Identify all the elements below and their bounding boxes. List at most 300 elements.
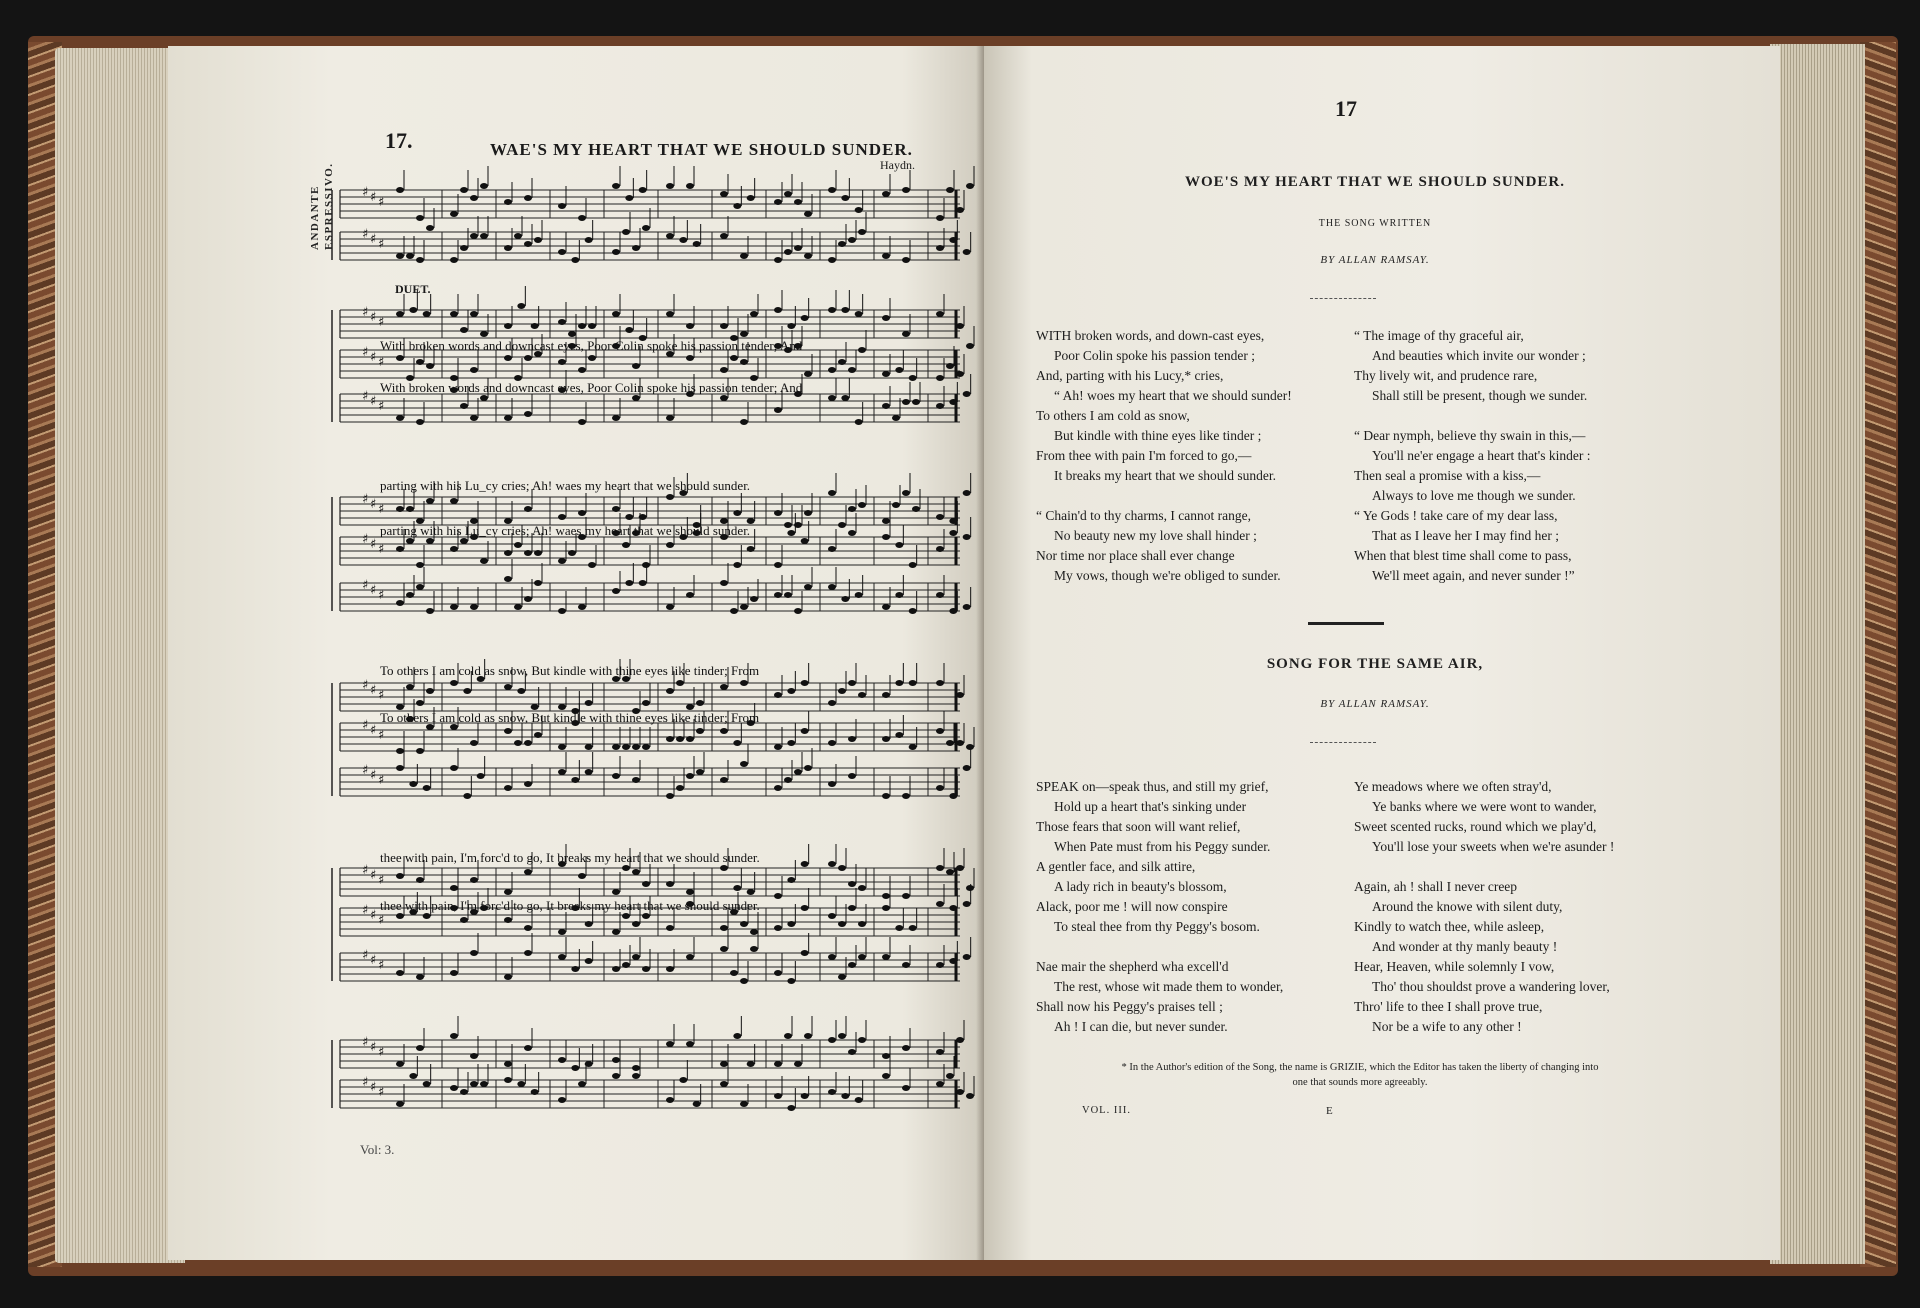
key-signature-sharp: ♯ xyxy=(378,688,385,703)
note-head xyxy=(612,773,620,779)
verse-line: A lady rich in beauty's blossom, xyxy=(1054,879,1227,894)
note-head xyxy=(639,580,647,586)
note-head xyxy=(838,241,846,247)
note-head xyxy=(406,253,414,259)
key-signature-sharp: ♯ xyxy=(362,948,369,963)
verse-line: Always to love me though we sunder. xyxy=(1372,488,1576,503)
note-head xyxy=(534,580,542,586)
note-head xyxy=(801,315,809,321)
note-head xyxy=(686,773,694,779)
note-head xyxy=(504,550,512,556)
note-head xyxy=(784,592,792,598)
note-head xyxy=(858,921,866,927)
note-head xyxy=(514,604,522,610)
note-head xyxy=(936,1081,944,1087)
note-head xyxy=(470,877,478,883)
note-head xyxy=(416,419,424,425)
key-signature-sharp: ♯ xyxy=(370,537,377,552)
note-head xyxy=(740,419,748,425)
note-head xyxy=(612,415,620,421)
note-head xyxy=(450,1033,458,1039)
note-head xyxy=(882,1073,890,1079)
note-head xyxy=(909,925,917,931)
song1-right-column xyxy=(1354,326,1591,586)
note-head xyxy=(787,323,795,329)
note-head xyxy=(642,562,650,568)
note-head xyxy=(426,498,434,504)
verse-line: Thy lively wit, and prudence rare, xyxy=(1354,368,1538,383)
note-head xyxy=(470,740,478,746)
key-signature-sharp: ♯ xyxy=(362,389,369,404)
note-head xyxy=(892,502,900,508)
key-signature-sharp: ♯ xyxy=(370,350,377,365)
note-head xyxy=(686,954,694,960)
note-head xyxy=(730,355,738,361)
note-head xyxy=(882,692,890,698)
note-head xyxy=(858,347,866,353)
note-head xyxy=(949,399,957,405)
note-head xyxy=(396,311,404,317)
note-head xyxy=(882,954,890,960)
note-head xyxy=(686,1041,694,1047)
note-head xyxy=(902,893,910,899)
note-head xyxy=(642,966,650,972)
signature-mark: E xyxy=(1326,1105,1333,1117)
note-head xyxy=(956,865,964,871)
note-head xyxy=(524,925,532,931)
note-head xyxy=(956,692,964,698)
tempo-marking: ANDANTE ESPRESSIVO. xyxy=(309,162,335,250)
note-head xyxy=(588,355,596,361)
note-head xyxy=(794,199,802,205)
note-head xyxy=(882,893,890,899)
note-head xyxy=(558,769,566,775)
note-head xyxy=(612,744,620,750)
note-head xyxy=(733,740,741,746)
note-head xyxy=(423,311,431,317)
note-head xyxy=(774,893,782,899)
note-head xyxy=(585,958,593,964)
key-signature-sharp: ♯ xyxy=(378,958,385,973)
key-signature-sharp: ♯ xyxy=(362,863,369,878)
note-head xyxy=(740,921,748,927)
note-head xyxy=(774,1093,782,1099)
note-head xyxy=(946,1073,954,1079)
verse-line: “ Chain'd to thy charms, I cannot range, xyxy=(1036,508,1251,523)
note-head xyxy=(949,958,957,964)
lyric-line: thee with pain, I'm forc'd to go, It breaks my heart that we should sunder. xyxy=(380,898,760,913)
note-head xyxy=(804,1033,812,1039)
note-head xyxy=(794,608,802,614)
note-head xyxy=(848,506,856,512)
note-head xyxy=(720,946,728,952)
lyric-line: To others I am cold as snow, But kindle with thine eyes like tinder; From xyxy=(380,663,760,678)
note-head xyxy=(963,954,971,960)
note-head xyxy=(460,403,468,409)
note-head xyxy=(882,534,890,540)
note-head xyxy=(956,207,964,213)
key-signature-sharp: ♯ xyxy=(370,1080,377,1095)
note-head xyxy=(679,237,687,243)
verse-line: Hold up a heart that's sinking under xyxy=(1054,799,1247,814)
key-signature-sharp: ♯ xyxy=(370,190,377,205)
note-head xyxy=(409,307,417,313)
note-head xyxy=(406,592,414,598)
note-head xyxy=(625,327,633,333)
note-head xyxy=(787,740,795,746)
note-head xyxy=(450,765,458,771)
note-head xyxy=(514,233,522,239)
note-head xyxy=(828,307,836,313)
note-head xyxy=(696,769,704,775)
note-head xyxy=(578,419,586,425)
note-head xyxy=(450,211,458,217)
song-subtitle: THE SONG WRITTEN xyxy=(1318,218,1432,229)
note-head xyxy=(504,1061,512,1067)
note-head xyxy=(450,257,458,263)
note-head xyxy=(740,253,748,259)
key-signature-sharp: ♯ xyxy=(378,195,385,210)
note-head xyxy=(571,966,579,972)
lyric-line: With broken words and downcast eyes, Poor Colin spoke his passion tender; And xyxy=(380,338,803,353)
key-signature-sharp: ♯ xyxy=(362,1075,369,1090)
note-head xyxy=(666,494,674,500)
note-head xyxy=(504,355,512,361)
note-head xyxy=(750,311,758,317)
note-head xyxy=(642,700,650,706)
note-head xyxy=(666,1097,674,1103)
song2-right-column xyxy=(1354,777,1614,1037)
note-head xyxy=(902,399,910,405)
note-head xyxy=(612,966,620,972)
key-signature-sharp: ♯ xyxy=(370,1040,377,1055)
note-head xyxy=(936,546,944,552)
note-head xyxy=(720,728,728,734)
note-head xyxy=(514,542,522,548)
note-head xyxy=(794,769,802,775)
note-head xyxy=(585,744,593,750)
note-head xyxy=(679,1077,687,1083)
note-head xyxy=(963,249,971,255)
note-head xyxy=(733,1033,741,1039)
note-head xyxy=(450,311,458,317)
verse-line: Thro' life to thee I shall prove true, xyxy=(1354,999,1543,1014)
note-head xyxy=(838,921,846,927)
note-head xyxy=(632,245,640,251)
footnote xyxy=(1020,1060,1700,1090)
note-head xyxy=(882,253,890,259)
note-head xyxy=(396,355,404,361)
note-head xyxy=(504,917,512,923)
note-head xyxy=(949,905,957,911)
note-head xyxy=(480,183,488,189)
note-head xyxy=(858,1037,866,1043)
verse-line: You'll lose your sweets when we're asunder ! xyxy=(1372,839,1615,854)
note-head xyxy=(720,925,728,931)
key-signature-sharp: ♯ xyxy=(362,1035,369,1050)
verse-line: Ye banks where we were wont to wander, xyxy=(1372,799,1597,814)
note-head xyxy=(693,241,701,247)
note-head xyxy=(740,978,748,984)
lyric-line: With broken words and downcast eyes, Poor Colin spoke his passion tender; And xyxy=(380,380,803,395)
key-signature-sharp: ♯ xyxy=(370,232,377,247)
note-head xyxy=(588,323,596,329)
note-head xyxy=(666,736,674,742)
note-head xyxy=(460,245,468,251)
key-signature-sharp: ♯ xyxy=(378,913,385,928)
note-head xyxy=(720,1081,728,1087)
note-head xyxy=(396,546,404,552)
composer-name: Haydn. xyxy=(880,158,915,172)
key-signature-sharp: ♯ xyxy=(362,345,369,360)
note-head xyxy=(416,359,424,365)
note-head xyxy=(666,542,674,548)
note-head xyxy=(733,562,741,568)
verse-line: The rest, whose wit made them to wonder, xyxy=(1054,979,1284,994)
note-head xyxy=(720,191,728,197)
note-head xyxy=(558,954,566,960)
note-head xyxy=(740,680,748,686)
note-head xyxy=(774,257,782,263)
key-signature-sharp: ♯ xyxy=(378,728,385,743)
note-head xyxy=(578,510,586,516)
verse-line: Around the knowe with silent duty, xyxy=(1372,899,1563,914)
note-head xyxy=(740,359,748,365)
note-head xyxy=(804,765,812,771)
verse-line: To steal thee from thy Peggy's bosom. xyxy=(1054,919,1260,934)
note-head xyxy=(676,785,684,791)
note-head xyxy=(622,542,630,548)
note-head xyxy=(747,195,755,201)
note-head xyxy=(558,359,566,365)
note-head xyxy=(642,881,650,887)
verse-line: Alack, poor me ! will now conspire xyxy=(1036,899,1228,914)
key-signature-sharp: ♯ xyxy=(370,908,377,923)
note-head xyxy=(949,608,957,614)
note-head xyxy=(828,740,836,746)
note-head xyxy=(558,319,566,325)
note-head xyxy=(936,592,944,598)
key-signature-sharp: ♯ xyxy=(378,502,385,517)
note-head xyxy=(524,241,532,247)
note-head xyxy=(838,1033,846,1039)
note-head xyxy=(524,596,532,602)
note-head xyxy=(477,773,485,779)
note-head xyxy=(902,257,910,263)
verse-line: A gentler face, and silk attire, xyxy=(1036,859,1196,874)
note-head xyxy=(666,966,674,972)
note-head xyxy=(720,323,728,329)
verse-line: And beauties which invite our wonder ; xyxy=(1372,348,1586,363)
note-head xyxy=(936,245,944,251)
note-head xyxy=(524,506,532,512)
note-head xyxy=(524,1045,532,1051)
note-head xyxy=(828,1089,836,1095)
note-head xyxy=(480,558,488,564)
note-head xyxy=(936,311,944,317)
note-head xyxy=(524,740,532,746)
key-signature-sharp: ♯ xyxy=(362,718,369,733)
note-head xyxy=(804,510,812,516)
note-head xyxy=(612,588,620,594)
note-head xyxy=(841,195,849,201)
verse-line: And, parting with his Lucy,* cries, xyxy=(1036,368,1224,383)
note-head xyxy=(504,684,512,690)
note-head xyxy=(686,183,694,189)
note-head xyxy=(666,793,674,799)
note-head xyxy=(774,1061,782,1067)
ornament-dash-2 xyxy=(1310,742,1376,743)
note-head xyxy=(666,688,674,694)
lyric-line: To others I am cold as snow, But kindle with thine eyes like tinder; From xyxy=(380,710,760,725)
note-head xyxy=(848,962,856,968)
note-head xyxy=(460,187,468,193)
note-head xyxy=(666,415,674,421)
note-head xyxy=(784,249,792,255)
note-head xyxy=(912,399,920,405)
footnote-line-2: one that sounds more agreeably. xyxy=(1292,1077,1428,1088)
verse-line xyxy=(1354,857,1614,877)
note-head xyxy=(470,604,478,610)
note-head xyxy=(787,1105,795,1111)
note-head xyxy=(416,562,424,568)
note-head xyxy=(632,777,640,783)
note-head xyxy=(882,604,890,610)
note-head xyxy=(949,518,957,524)
note-head xyxy=(693,1101,701,1107)
note-head xyxy=(426,688,434,694)
note-head xyxy=(504,245,512,251)
note-head xyxy=(828,257,836,263)
note-head xyxy=(858,229,866,235)
note-head xyxy=(801,680,809,686)
note-head xyxy=(909,744,917,750)
key-signature-sharp: ♯ xyxy=(378,315,385,330)
note-head xyxy=(625,514,633,520)
note-head xyxy=(666,604,674,610)
note-head xyxy=(585,921,593,927)
key-signature-sharp: ♯ xyxy=(370,868,377,883)
note-head xyxy=(426,363,434,369)
note-head xyxy=(895,732,903,738)
note-head xyxy=(909,608,917,614)
key-signature-sharp: ♯ xyxy=(370,723,377,738)
note-head xyxy=(396,600,404,606)
key-signature-sharp: ♯ xyxy=(378,1045,385,1060)
note-head xyxy=(804,211,812,217)
note-head xyxy=(801,861,809,867)
page-edges-left xyxy=(55,48,185,1263)
note-head xyxy=(409,781,417,787)
note-head xyxy=(450,546,458,552)
key-signature-sharp: ♯ xyxy=(362,903,369,918)
note-head xyxy=(733,510,741,516)
note-head xyxy=(531,1089,539,1095)
note-head xyxy=(774,970,782,976)
note-head xyxy=(956,740,964,746)
note-head xyxy=(666,233,674,239)
note-head xyxy=(524,355,532,361)
note-head xyxy=(470,415,478,421)
note-head xyxy=(936,403,944,409)
note-head xyxy=(622,229,630,235)
key-signature-sharp: ♯ xyxy=(362,492,369,507)
note-head xyxy=(855,1097,863,1103)
ornament-dash xyxy=(1310,298,1376,299)
note-head xyxy=(882,403,890,409)
note-head xyxy=(470,195,478,201)
verse-line: SPEAK on—speak thus, and still my grief, xyxy=(1036,779,1269,794)
note-head xyxy=(909,375,917,381)
note-head xyxy=(720,1061,728,1067)
note-head xyxy=(632,744,640,750)
note-head xyxy=(416,877,424,883)
song1-left-column xyxy=(1036,326,1292,586)
note-head xyxy=(774,925,782,931)
note-head xyxy=(895,925,903,931)
note-head xyxy=(750,929,758,935)
note-head xyxy=(524,869,532,875)
note-head xyxy=(625,195,633,201)
note-head xyxy=(571,1065,579,1071)
note-head xyxy=(956,371,964,377)
note-head xyxy=(470,950,478,956)
note-head xyxy=(838,359,846,365)
note-head xyxy=(936,901,944,907)
song2-author: BY ALLAN RAMSAY. xyxy=(1320,698,1430,710)
note-head xyxy=(571,777,579,783)
key-signature-sharp: ♯ xyxy=(370,497,377,512)
note-head xyxy=(524,411,532,417)
note-head xyxy=(450,885,458,891)
note-head xyxy=(787,877,795,883)
note-head xyxy=(534,550,542,556)
note-head xyxy=(855,419,863,425)
note-head xyxy=(882,371,890,377)
note-head xyxy=(396,873,404,879)
note-head xyxy=(848,1049,856,1055)
note-head xyxy=(612,506,620,512)
note-head xyxy=(902,962,910,968)
note-head xyxy=(858,885,866,891)
note-head xyxy=(720,684,728,690)
note-head xyxy=(801,538,809,544)
note-head xyxy=(936,375,944,381)
note-head xyxy=(956,323,964,329)
note-head xyxy=(686,736,694,742)
note-head xyxy=(666,881,674,887)
note-head xyxy=(396,970,404,976)
note-head xyxy=(946,740,954,746)
note-head xyxy=(470,233,478,239)
note-head xyxy=(396,748,404,754)
note-head xyxy=(632,921,640,927)
note-head xyxy=(882,315,890,321)
verse-line: Nae mair the shepherd wha excell'd xyxy=(1036,959,1229,974)
verse-line: My vows, though we're obliged to sunder. xyxy=(1054,568,1281,583)
note-head xyxy=(841,596,849,602)
note-head xyxy=(740,761,748,767)
note-head xyxy=(470,311,478,317)
note-head xyxy=(848,736,856,742)
note-head xyxy=(632,363,640,369)
note-head xyxy=(902,1085,910,1091)
right-volume-label: VOL. III. xyxy=(1082,1105,1131,1116)
note-head xyxy=(801,1093,809,1099)
verse-line: Ye meadows where we often stray'd, xyxy=(1354,779,1552,794)
note-head xyxy=(504,974,512,980)
section-rule xyxy=(1308,622,1384,625)
